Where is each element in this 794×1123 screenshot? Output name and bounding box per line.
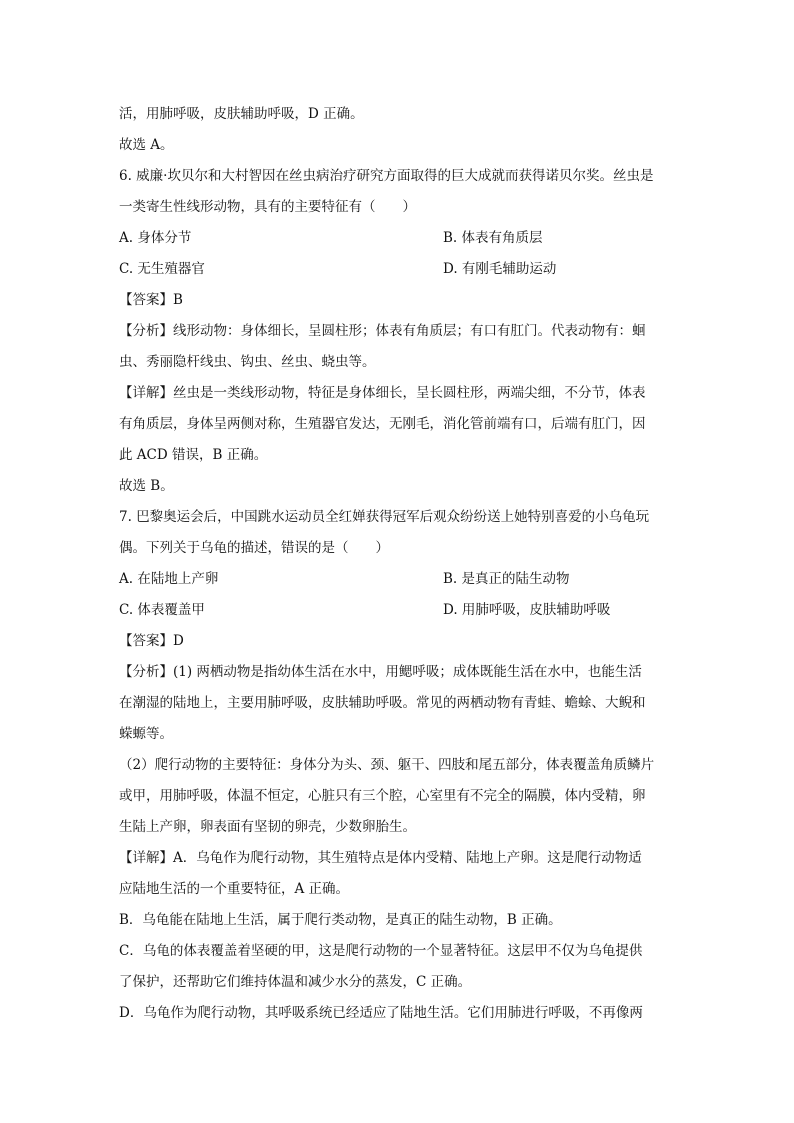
question-7-detail: B．乌龟能在陆地上生活，属于爬行类动物，是真正的陆生动物，B 正确。 [119, 912, 562, 928]
question-7-answer: 【答案】D [119, 633, 184, 649]
question-6-option-a: A. 身体分节 [119, 230, 192, 246]
question-7-option-c: C. 体表覆盖甲 [119, 602, 205, 618]
text-line: 故选 A。 [119, 137, 174, 153]
question-7-detail: C．乌龟的体表覆盖着坚硬的甲，这是爬行动物的一个显著特征。这层甲不仅为乌龟提供 [119, 943, 643, 959]
question-6-option-c: C. 无生殖器官 [119, 261, 205, 277]
question-7-analysis: 或甲，用肺呼吸，体温不恒定，心脏只有三个腔，心室里有不完全的隔膜，体内受精，卵 [119, 788, 646, 804]
question-7-analysis: 生陆上产卵，卵表面有坚韧的卵壳，少数卵胎生。 [119, 819, 416, 835]
question-6-analysis: 【分析】线形动物：身体细长，呈圆柱形；体表有角质层；有口有肛门。代表动物有：蛔 [119, 323, 646, 339]
question-7-analysis: 【分析】(1) 两栖动物是指幼体生活在水中，用鳃呼吸；成体既能生活在水中，也能生活 [119, 664, 642, 680]
question-7-detail: 了保护，还帮助它们维持体温和减少水分的蒸发，C 正确。 [119, 974, 472, 990]
question-7-detail: 应陆地生活的一个重要特征，A 正确。 [119, 881, 350, 897]
question-6-detail: 此 ACD 错误，B 正确。 [119, 447, 268, 463]
text-line: 活，用肺呼吸，皮肤辅助呼吸，D 正确。 [119, 106, 364, 122]
question-6-choice: 故选 B。 [119, 478, 174, 494]
question-6-detail: 有角质层，身体呈两侧对称，生殖器官发达，无刚毛，消化管前端有口，后端有肛门，因 [119, 416, 646, 432]
question-7-analysis: 蝾螈等。 [119, 726, 173, 742]
question-6-stem: 一类寄生性线形动物，具有的主要特征有（ ） [119, 199, 416, 215]
question-7-analysis: 在潮湿的陆地上，主要用肺呼吸，皮肤辅助呼吸。常见的两栖动物有青蛙、蟾蜍、大鲵和 [119, 695, 646, 711]
question-7-option-d: D. 用肺呼吸，皮肤辅助呼吸 [443, 602, 611, 618]
question-7-detail: D．乌龟作为爬行动物，其呼吸系统已经适应了陆地生活。它们用肺进行呼吸，不再像两 [119, 1005, 643, 1021]
question-7-option-b: B. 是真正的陆生动物 [443, 571, 570, 587]
question-7-detail: 【详解】A．乌龟作为爬行动物，其生殖特点是体内受精、陆地上产卵。这是爬行动物适 [119, 850, 642, 866]
question-6-stem: 6. 威廉·坎贝尔和大村智因在丝虫病治疗研究方面取得的巨大成就而获得诺贝尔奖。丝虫是 [119, 168, 654, 184]
question-7-stem: 偶。下列关于乌龟的描述，错误的是（ ） [119, 540, 389, 556]
question-7-analysis: （2）爬行动物的主要特征：身体分为头、颈、躯干、四肢和尾五部分，体表覆盖角质鳞片 [119, 757, 655, 773]
question-6-option-d: D. 有刚毛辅助运动 [443, 261, 557, 277]
question-7-stem: 7. 巴黎奥运会后，中国跳水运动员全红婵获得冠军后观众纷纷送上她特别喜爱的小乌龟玩 [119, 509, 650, 525]
question-6-answer: 【答案】B [119, 292, 183, 308]
question-7-option-a: A. 在陆地上产卵 [119, 571, 219, 587]
question-6-analysis: 虫、秀丽隐杆线虫、钩虫、丝虫、蛲虫等。 [119, 354, 376, 370]
question-6-detail: 【详解】丝虫是一类线形动物，特征是身体细长，呈长圆柱形，两端尖细，不分节，体表 [119, 385, 646, 401]
question-6-option-b: B. 体表有角质层 [443, 230, 543, 246]
